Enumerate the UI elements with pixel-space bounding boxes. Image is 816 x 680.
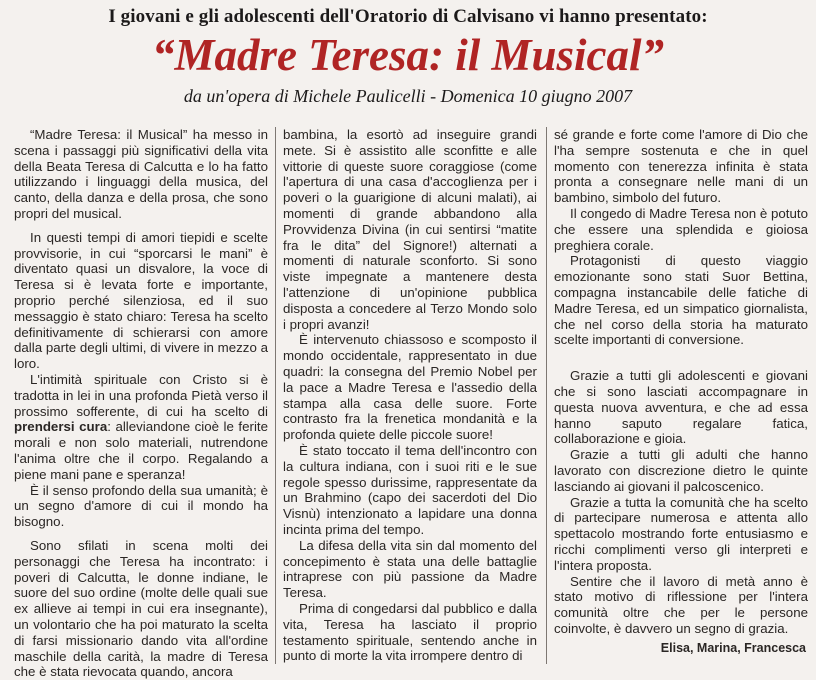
paragraph: È intervenuto chiassoso e scomposto il mondo occidentale, rappresentato in due quadri: la consegna del Premio Nobel per la pace a Madre Teresa e l'assedio della stampa alla casa delle suore. Forte contrasto fra la frenetica mondanità e la profonda quiete delle piccole suore! [283,332,537,443]
paragraph: È il senso profondo della sua umanità; è un segno d'amore di cui il mondo ha bisogno. [14,482,268,530]
paragraph: sé grande e forte come l'amore di Dio che l'ha sempre sostenuta e che in quel momento con tenerezza infinita è stata pronta a consegnare nelle mani di un bambino, simbolo del futuro. [554,127,808,206]
article-column-2 [283,127,537,664]
article-title: “Madre Teresa: il Musical” [151,30,665,80]
article-credits: Elisa, Marina, Francesca [660,641,806,655]
article-column-1 [14,127,268,680]
paragraph-text: : alleviandone cioè le ferite morali e non solo materiali, nutrendone l'anima oltre che il corpo. Regalando a piene mani pane e speranza! [14,419,268,482]
paragraph: È stato toccato il tema dell'incontro con la cultura indiana, con i suoi riti e le sue regole spesso durissime, rappresentate da un Brahmino (capo dei sacerdoti del Dio Visnù) intenzionato a lapidare una donna incinta prima del tempo. [283,442,537,537]
paragraph [14,372,268,483]
article-subtitle: da un'opera di Michele Paulicelli - Domenica 10 giugno 2007 [183,86,633,106]
paragraph: bambina, la esortò ad inseguire grandi mete. Si è assistito alle sconfitte e alle vittorie di queste suore coraggiose (come l'apertura di una casa d'accoglienza per i poveri o la guarigione di alcuni malati), ai momenti di grande abbandono alla Provvidenza Divina (in cui sentirsi “matite fra le dita” del Signore!) alternati a momenti di naturale sconforto. Si sono viste impegnate a mantenere desta l'attenzione di un'opinione pubblica disposta a concedere al Terzo Mondo solo i propri avanzi! [283,127,537,332]
column-divider [546,127,547,664]
paragraph: Sentire che il lavoro di metà anno è stato motivo di riflessione per l'intera comunità oltre che per le persone coinvolte, è davvero un segno di grazia. [554,573,808,636]
paragraph: Grazie a tutti gli adolescenti e giovani che si sono lasciati accompagnare in questa nuova avventura, e che ad essa hanno saputo regalare fatica, collaborazione e gioia. [554,368,808,447]
paragraph: “Madre Teresa: il Musical” ha messo in scena i passaggi più significativi della vita della Beata Teresa di Calcutta e lo ha fatto utilizzando i linguaggi della musica, del canto, della danza e della prosa, che sono propri del musical. [14,127,268,221]
paragraph: In questi tempi di amori tiepidi e scelte provvisorie, in cui “sporcarsi le mani” è diventato quasi un disvalore, la voce di Teresa si è levata forte e importante, proprio perché silenziosa, ed il suo messaggio è stato chiaro: Teresa ha scelto definitivamente di schierarsi con amore dalla parte degli ultimi, di vivere in mezzo a loro. [14,229,268,372]
paragraph: La difesa della vita sin dal momento del concepimento è stata una delle battaglie intraprese con più passione da Madre Teresa. [283,537,537,601]
paragraph: Protagonisti di questo viaggio emozionante sono stati Suor Bettina, compagna instancabile delle fatiche di Madre Teresa, ed un simpatico giornalista, che nel corso della storia ha maturato scelte importanti di conversione. [554,253,808,348]
paragraph: Il congedo di Madre Teresa non è potuto che essere una splendida e gioiosa preghiera corale. [554,205,808,253]
paragraph: Sono sfilati in scena molti dei personaggi che Teresa ha incontrato: i poveri di Calcutta, le donne indiane, le suore del suo ordine (molte delle quali sue ex allieve ai tempi in cui era insegnante), un volontario che ha poi maturato la scelta di farsi missionario dando vita all'ordine maschile della carità, la madre di Teresa che è stata rievocata quando, ancora [14,537,268,680]
emphasis-text: prendersi cura [14,419,108,435]
paragraph: Prima di congedarsi dal pubblico e dalla vita, Teresa ha lasciato il proprio testamento spirituale, sentendo anche in punto di morte la vita irrompere dentro di [283,600,537,664]
column-divider [275,127,276,664]
article-column-3 [554,127,808,664]
paragraph: Grazie a tutti gli adulti che hanno lavorato con discrezione dietro le quinte lasciando ai giovani il palcoscenico. [554,447,808,494]
paragraph: Grazie a tutta la comunità che ha scelto di partecipare numerosa e attenta allo spettacolo mostrando forte entusiasmo e ricchi complimenti verso gli interpreti e l'intera proposta. [554,494,808,573]
paragraph-text: L'intimità spirituale con Cristo si è tradotta in lei in una profonda Pietà verso il prossimo sofferente, di cui ha scelto di [14,371,268,419]
article-kicker: I giovani e gli adolescenti dell'Oratorio di Calvisano vi hanno presentato: [108,6,708,27]
